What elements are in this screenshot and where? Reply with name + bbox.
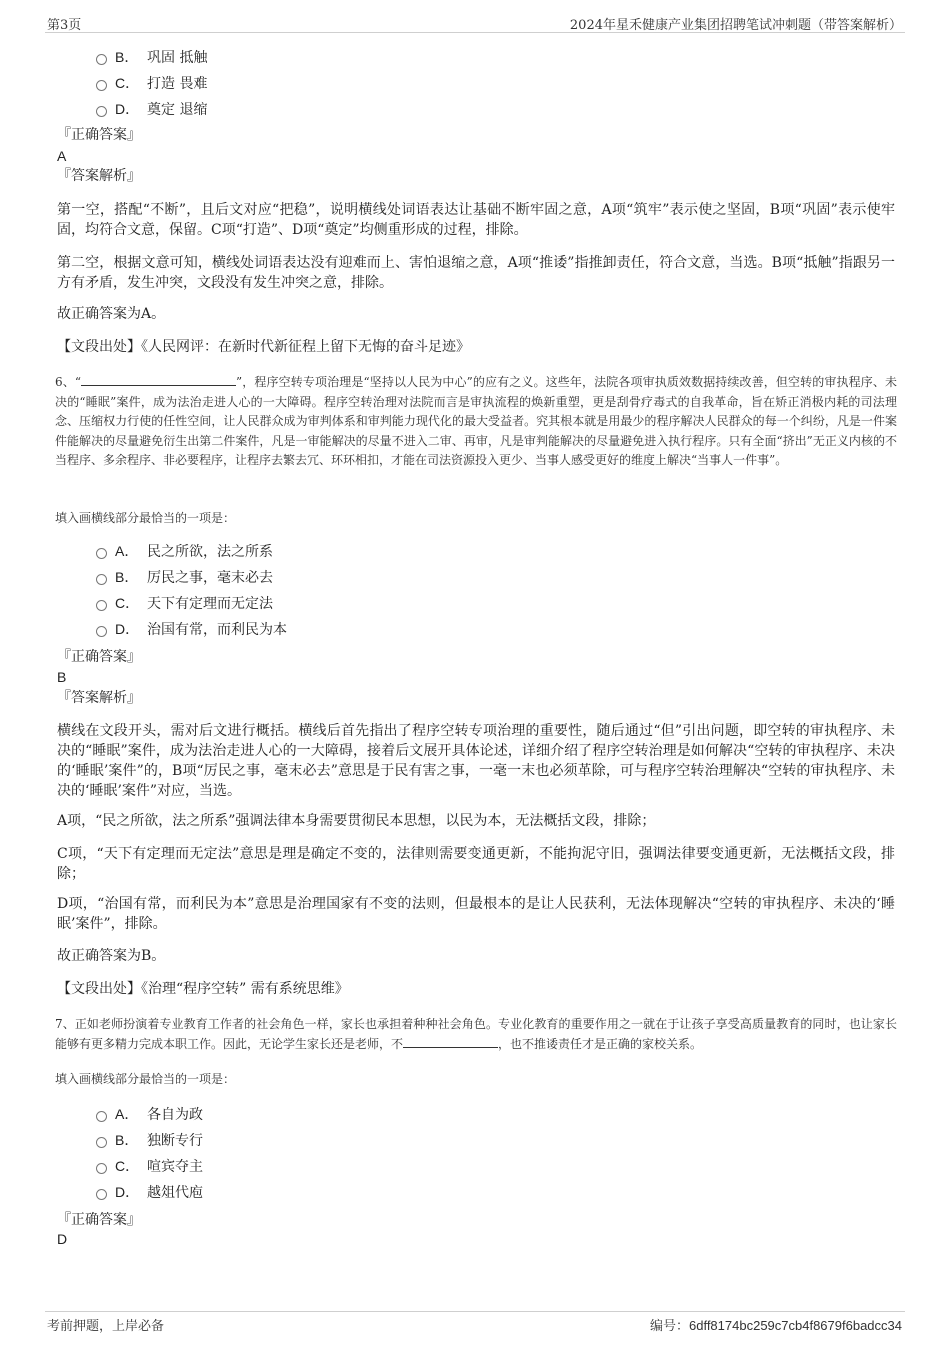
footer-slogan: 考前押题，上岸必备 [47,1319,165,1334]
q5-source: 【文段出处】《人民网评：在新时代新征程上留下无悔的奋斗足迹》 [57,339,470,355]
q6-option-b[interactable]: B． 厉民之事，毫末必去 [96,568,273,587]
q6-prompt: 填入画横线部分最恰当的一项是： [55,511,236,525]
radio-icon[interactable] [96,54,107,65]
q6-stem: 6、“ ”，程序空转专项治理是“坚持以人民为中心”的应有之义。这些年，法院各项审执质效数据持续改善，但空转的审执程序、未决的“睡眠”案件，成为法治走进人心的一大障碍。程序空转治理对法院而言是审执流程的焕新重塑，更是刮骨疗毒式的自我革命，旨在矫正消极内耗的司法理念、压缩权力行使的任性空间，让人民群众成为审判体系和审判能力现代化的最大受益者。究其根本就是用最少的程序解决人民群众的每一个纠纷，凡是一件案件能解决的尽量避免衍生出第二件案件，凡是一审能解决的尽量不进入二审、再审，凡是审判能解决的尽量避免进入执行程序。只有全面“挤出”无正义内核的不当程序、多余程序、非必要程序，让程序去繁去冗、环环相扣，才能在司法资源投入更少、当事人感受更好的维度上解决“当事人一件事”。 [55,375,897,467]
q6-analysis-label: 『答案解析』 [57,690,141,706]
q6-answer: B [57,669,67,685]
q6-analysis-paragraph: D项，“治国有常，而利民为本”意思是治理国家有不变的法则，但最根本的是让人民获利，无法体现解决“空转的审执程序、未决的‘睡眠’案件”，排除。 [57,896,895,932]
header-divider [45,32,905,33]
footer-divider [45,1311,905,1312]
q6-analysis-paragraph: C项，“天下有定理而无定法”意思是理是确定不变的，法律则需要变通更新，不能拘泥守旧，强调法律要变通更新，无法概括文段，排除； [57,846,895,882]
q7-option-b[interactable]: B． 独断专行 [96,1131,203,1150]
q5-analysis-paragraph: 第一空，搭配“不断”，且后文对应“把稳”，说明横线处词语表达让基础不断牢固之意，A项“筑牢”表示使之坚固，B项“巩固”表示使牢固，均符合文意，保留。C项“打造”、D项“奠定”均侧重形成的过程，排除。 [57,202,895,238]
radio-icon[interactable] [96,548,107,559]
radio-icon[interactable] [96,574,107,585]
radio-icon[interactable] [96,106,107,117]
q6-analysis-paragraph: A项，“民之所欲，法之所系”强调法律本身需要贯彻民本思想，以民为本，无法概括文段，排除； [57,813,656,829]
q7-prompt: 填入画横线部分最恰当的一项是： [55,1072,236,1086]
q6-conclusion: 故正确答案为B。 [57,948,166,964]
q5-option-b[interactable]: B． 巩固 抵触 [96,48,207,67]
q5-answer: A [57,148,67,164]
q6-answer-label: 『正确答案』 [57,649,141,665]
q5-option-d[interactable]: D． 奠定 退缩 [96,100,207,119]
radio-icon[interactable] [96,600,107,611]
radio-icon[interactable] [96,626,107,637]
q5-answer-label: 『正确答案』 [57,127,141,143]
q6-source: 【文段出处】《治理“程序空转” 需有系统思维》 [57,981,349,997]
q7-answer: D [57,1231,68,1247]
radio-icon[interactable] [96,80,107,91]
q7-option-a[interactable]: A． 各自为政 [96,1105,203,1124]
q6-option-d[interactable]: D． 治国有常，而利民为本 [96,620,287,639]
q6-option-c[interactable]: C． 天下有定理而无定法 [96,594,273,613]
q7-stem: 7、正如老师扮演着专业教育工作者的社会角色一样，家长也承担着种种社会角色。专业化教育的重要作用之一就在于让孩子享受高质量教育的同时，也让家长能够有更多精力完成本职工作。因此，无论学生家长还是老师，不 ，也不推诿责任才是正确的家校关系。 [55,1017,897,1051]
radio-icon[interactable] [96,1111,107,1122]
page-number: 第3页 [47,18,82,33]
radio-icon[interactable] [96,1137,107,1148]
q7-option-d[interactable]: D． 越俎代庖 [96,1183,203,1202]
document-title: 2024年星禾健康产业集团招聘笔试冲刺题（带答案解析） [569,18,902,33]
q5-conclusion: 故正确答案为A。 [57,306,166,322]
q5-analysis-paragraph: 第二空，根据文意可知，横线处词语表达没有迎难而上、害怕退缩之意，A项“推诿”指推卸责任，符合文意，当选。B项“抵触”指跟另一方有矛盾，发生冲突，文段没有发生冲突之意，排除。 [57,255,895,291]
q7-answer-label: 『正确答案』 [57,1212,141,1228]
q6-option-a[interactable]: A． 民之所欲，法之所系 [96,542,273,561]
radio-icon[interactable] [96,1163,107,1174]
q6-analysis-paragraph: 横线在文段开头，需对后文进行概括。横线后首先指出了程序空转专项治理的重要性，随后通过“但”引出问题，即空转的审执程序、未决的“睡眠”案件，成为法治走进人心的一大障碍，接着后文展开具体论述，详细介绍了程序空转治理是如何解决“空转的审执程序、未决的‘睡眠’案件”的，B项“厉民之事，毫末必去”意思是于民有害之事，一毫一末也必须革除，可与程序空转治理解决“空转的审执程序、未决的‘睡眠’案件”对应，当选。 [57,723,895,799]
q5-option-c[interactable]: C． 打造 畏难 [96,74,207,93]
q7-option-c[interactable]: C． 喧宾夺主 [96,1157,203,1176]
radio-icon[interactable] [96,1189,107,1200]
blank-line [403,1035,498,1048]
blank-line [81,373,236,386]
q5-analysis-label: 『答案解析』 [57,168,141,184]
document-code: 编号：6dff8174bc259c7cb4f8679f6badcc34 [649,1318,902,1334]
